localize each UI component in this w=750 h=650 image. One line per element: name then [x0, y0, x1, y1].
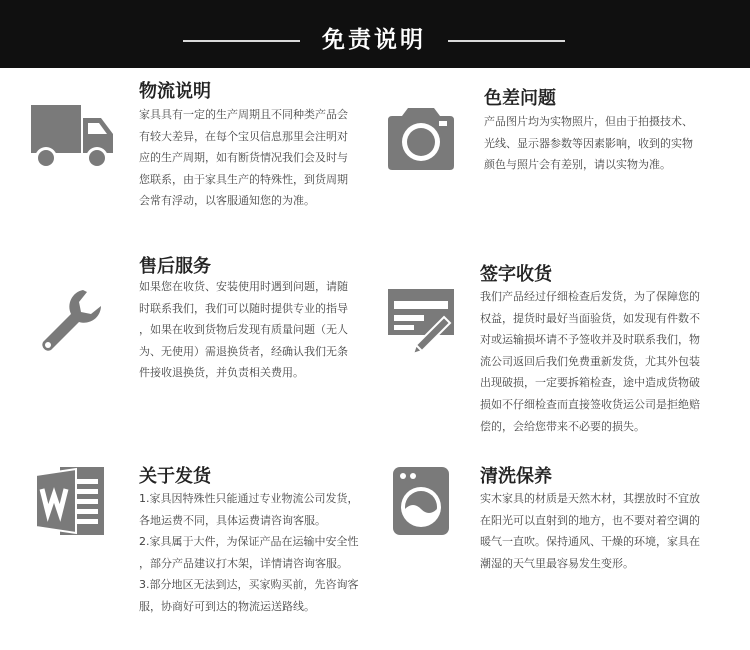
page-title: 免责说明	[322, 27, 426, 53]
logistics-title: 物流说明	[139, 81, 211, 102]
signing-text	[480, 286, 720, 437]
signing-line: 对或运输损坏请不予签收并及时联系我们，物	[480, 333, 700, 347]
aftersales-line: ，如果在收到货物后发现有质量问题（无人	[139, 323, 348, 337]
word-document-icon	[34, 465, 106, 541]
signing-line: 流公司返回后我们免费重新发货，尤其外包装	[480, 354, 700, 368]
truck-icon	[29, 100, 115, 178]
shipping-line: 1.家具因特殊性只能通过专业物流公司发货，	[139, 492, 359, 505]
header-banner	[0, 0, 750, 68]
cleaning-line: 实木家具的材质是天然木材，其摆放时不宜放	[480, 492, 700, 505]
shipping-line: 2.家具属于大件，为保证产品在运输中安全性	[139, 535, 359, 549]
title-rule-left	[183, 40, 300, 42]
camera-icon	[386, 104, 456, 178]
shipping-line: ，部分产品建议打木架，详情请咨询客服。	[139, 556, 348, 570]
cleaning-line: 潮湿的天气里最容易发生变形。	[480, 556, 634, 570]
aftersales-line: 时联系我们，我们可以随时提供专业的指导	[139, 301, 348, 315]
aftersales-line: 为、无使用）需退换货者，经确认我们无条	[139, 344, 348, 358]
sign-document-icon	[386, 287, 458, 361]
logistics-line: 有较大差异，在每个宝贝信息那里会注明对	[139, 129, 348, 143]
wrench-icon	[37, 286, 105, 358]
title-rule-right	[448, 40, 565, 42]
cleaning-text	[480, 488, 720, 574]
shipping-title: 关于发货	[139, 466, 211, 487]
aftersales-text	[139, 276, 361, 384]
logistics-line: 家具具有一定的生产周期且不同种类产品会	[139, 108, 348, 121]
signing-line: 出现破损，一定要拆箱检查，途中造成货物破	[480, 376, 700, 390]
logistics-line: 应的生产周期，如有断货情况我们会及时与	[139, 151, 348, 165]
signing-line: 权益，提货时最好当面验货，如发现有件数不	[480, 311, 700, 325]
color-title: 色差问题	[484, 88, 556, 109]
logistics-line: 会常有浮动，以客服通知您的为准。	[139, 194, 315, 208]
shipping-line: 服，协商好可到达的物流运送路线。	[139, 599, 315, 613]
logistics-text	[139, 104, 361, 212]
aftersales-title: 售后服务	[139, 256, 211, 277]
cleaning-line: 暖气一直吹。保持通风、干燥的环境，家具在	[480, 535, 700, 549]
signing-line: 损如不仔细检查而直接签收货运公司是拒绝赔	[480, 397, 700, 411]
washing-machine-icon	[391, 465, 451, 541]
shipping-line: 各地运费不同，具体运费请咨询客服。	[139, 513, 326, 527]
color-text	[484, 111, 714, 176]
signing-line: 我们产品经过仔细检查后发货，为了保障您的	[480, 290, 700, 303]
color-line: 产品图片均为实物照片，但由于拍摄技术、	[484, 115, 693, 128]
aftersales-line: 如果您在收货、安装使用时遇到问题，请随	[139, 280, 348, 293]
aftersales-line: 件接收退换货，并负责相关费用。	[139, 366, 304, 380]
cleaning-line: 在阳光可以直射到的地方，也不要对着空调的	[480, 513, 700, 527]
shipping-line: 3.部分地区无法到达，买家购买前，先咨询客	[139, 578, 359, 592]
shipping-text	[139, 488, 369, 618]
logistics-line: 您联系，由于家具生产的特殊性，到货周期	[139, 172, 348, 186]
color-line: 颜色与照片会有差别，请以实物为准。	[484, 158, 671, 172]
signing-title: 签字收货	[480, 264, 552, 285]
color-line: 光线、显示器参数等因素影响，收到的实物	[484, 136, 693, 150]
cleaning-title: 清洗保养	[480, 466, 552, 487]
signing-line: 偿的，会给您带来不必要的损失。	[480, 419, 645, 433]
